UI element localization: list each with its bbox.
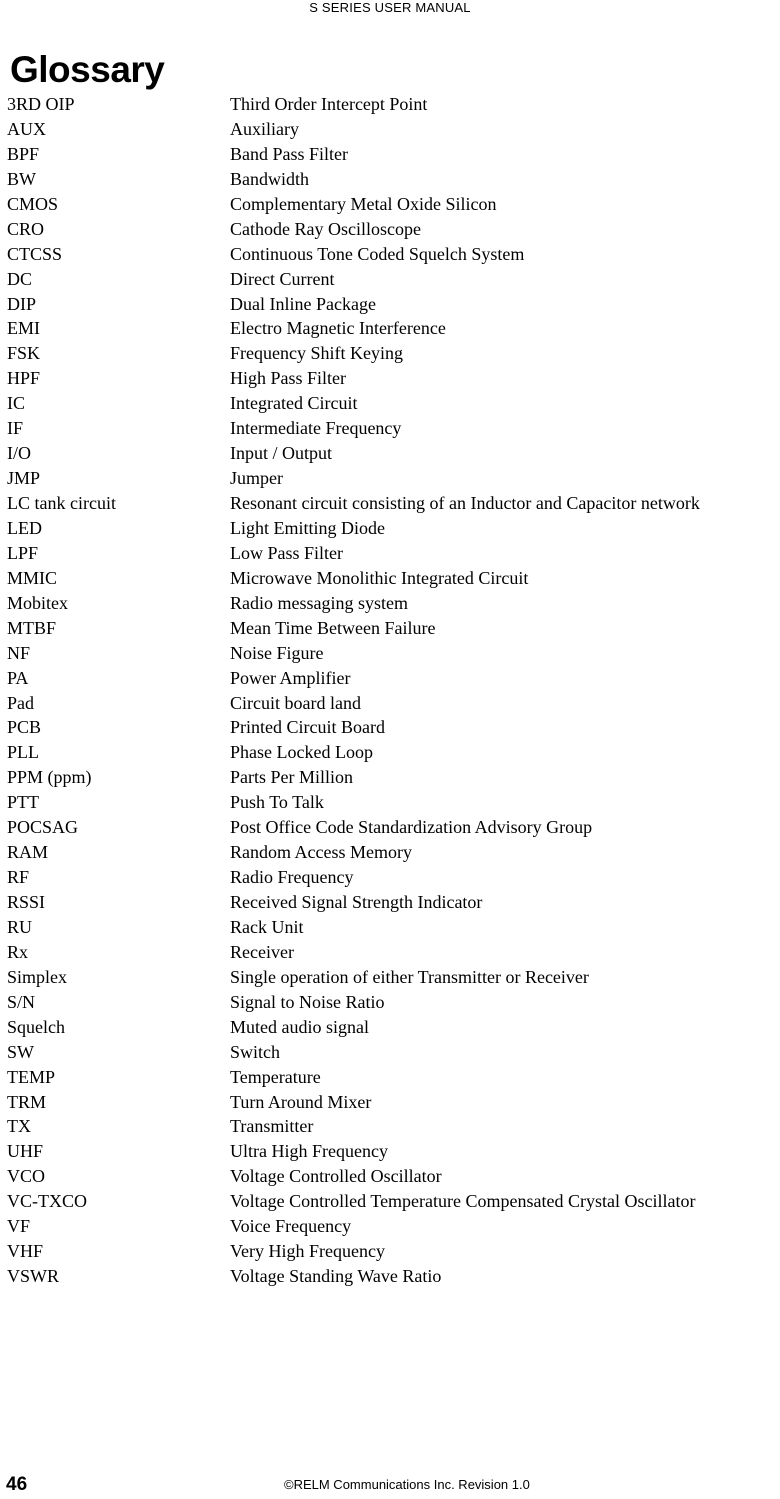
glossary-term: IC — [7, 393, 25, 414]
page-title: Glossary — [10, 49, 165, 90]
glossary-row — [0, 541, 780, 566]
glossary-row — [0, 940, 780, 965]
glossary-row — [0, 616, 780, 641]
glossary-term: VF — [7, 1216, 31, 1237]
glossary-definition: Turn Around Mixer — [230, 1091, 372, 1112]
glossary-list — [0, 92, 780, 1289]
glossary-definition: Frequency Shift Keying — [230, 343, 403, 364]
glossary-definition: Integrated Circuit — [230, 393, 358, 414]
glossary-row — [0, 990, 780, 1015]
glossary-term: IF — [7, 418, 24, 439]
glossary-term: NF — [7, 642, 31, 663]
glossary-definition: Phase Locked Loop — [230, 742, 373, 763]
glossary-definition: Intermediate Frequency — [230, 418, 402, 439]
glossary-definition: High Pass Filter — [230, 368, 347, 389]
glossary-term: 3RD OIP — [7, 94, 75, 114]
glossary-term: VC-TXCO — [7, 1191, 87, 1212]
glossary-row — [0, 142, 780, 167]
glossary-term: PCB — [7, 717, 42, 738]
glossary-row — [0, 815, 780, 840]
glossary-row — [0, 167, 780, 192]
glossary-term: VHF — [7, 1241, 44, 1262]
glossary-definition: Microwave Monolithic Integrated Circuit — [230, 567, 529, 588]
glossary-definition: Low Pass Filter — [230, 542, 344, 563]
glossary-term: S/N — [7, 991, 36, 1012]
glossary-definition: Receiver — [230, 941, 294, 962]
glossary-term: LC tank circuit — [7, 493, 116, 513]
glossary-row — [0, 840, 780, 865]
glossary-row — [0, 641, 780, 666]
glossary-term: FSK — [7, 343, 41, 364]
glossary-definition: Mean Time Between Failure — [230, 617, 436, 638]
glossary-term: Squelch — [7, 1016, 65, 1037]
glossary-term: POCSAG — [7, 817, 79, 838]
glossary-row — [0, 1164, 780, 1189]
glossary-term: CTCSS — [7, 243, 63, 264]
glossary-row — [0, 765, 780, 790]
glossary-term: RU — [7, 916, 33, 937]
glossary-definition: Complementary Metal Oxide Silicon — [230, 193, 497, 214]
glossary-definition: Single operation of either Transmitter or Receiver — [230, 966, 589, 987]
page-header: S SERIES USER MANUAL — [309, 0, 471, 15]
glossary-row — [0, 715, 780, 740]
glossary-row — [0, 341, 780, 366]
glossary-row — [0, 1264, 780, 1289]
glossary-definition: Auxiliary — [230, 118, 299, 139]
glossary-row — [0, 316, 780, 341]
glossary-definition: Signal to Noise Ratio — [230, 991, 385, 1012]
glossary-definition: Voltage Controlled Temperature Compensated Crystal Oscillator — [230, 1191, 696, 1212]
glossary-row — [0, 366, 780, 391]
glossary-term: SW — [7, 1041, 34, 1062]
glossary-term: MMIC — [7, 567, 58, 588]
glossary-term: HPF — [7, 368, 41, 389]
glossary-term: AUX — [7, 118, 46, 139]
glossary-row — [0, 1040, 780, 1065]
glossary-definition: Light Emitting Diode — [230, 517, 385, 538]
glossary-row — [0, 965, 780, 990]
glossary-term: LED — [7, 517, 42, 538]
glossary-definition: Received Signal Strength Indicator — [230, 892, 483, 912]
glossary-row — [0, 491, 780, 516]
page-number: 46 — [6, 1474, 28, 1495]
glossary-definition: Direct Current — [230, 268, 335, 289]
glossary-term: JMP — [7, 468, 41, 489]
glossary-term: Mobitex — [7, 592, 68, 613]
glossary-term: LPF — [7, 542, 39, 563]
glossary-definition: Resonant circuit consisting of an Inductor and Capacitor network — [230, 493, 700, 513]
glossary-term: TX — [7, 1116, 31, 1137]
glossary-term: I/O — [7, 443, 31, 464]
glossary-row — [0, 441, 780, 466]
glossary-definition: Ultra High Frequency — [230, 1141, 388, 1162]
glossary-definition: Radio Frequency — [230, 867, 354, 888]
glossary-term: Pad — [7, 692, 34, 713]
glossary-definition: Circuit board land — [230, 692, 361, 713]
glossary-definition: Radio messaging system — [230, 592, 408, 613]
glossary-definition: Jumper — [230, 468, 283, 489]
glossary-term: PTT — [7, 792, 40, 813]
glossary-row — [0, 1189, 780, 1214]
glossary-definition: Input / Output — [230, 443, 332, 464]
glossary-row — [0, 217, 780, 242]
glossary-term: VCO — [7, 1166, 46, 1187]
glossary-row — [0, 1015, 780, 1040]
glossary-term: RF — [7, 867, 30, 888]
glossary-definition: Rack Unit — [230, 916, 304, 937]
glossary-definition: Noise Figure — [230, 642, 324, 663]
glossary-row — [0, 566, 780, 591]
glossary-definition: Transmitter — [230, 1116, 314, 1137]
glossary-definition: Random Access Memory — [230, 842, 412, 863]
glossary-definition: Electro Magnetic Interference — [230, 318, 446, 339]
glossary-definition: Dual Inline Package — [230, 293, 376, 314]
glossary-definition: Voice Frequency — [230, 1216, 352, 1237]
glossary-term: RAM — [7, 842, 49, 863]
glossary-row — [0, 1090, 780, 1115]
glossary-definition: Power Amplifier — [230, 667, 351, 688]
glossary-term: UHF — [7, 1141, 44, 1162]
glossary-term: TEMP — [7, 1066, 56, 1087]
glossary-row — [0, 1239, 780, 1264]
glossary-term: BW — [7, 168, 36, 189]
glossary-definition: Temperature — [230, 1066, 321, 1087]
glossary-term: VSWR — [7, 1266, 60, 1287]
glossary-term: CRO — [7, 218, 45, 239]
glossary-row — [0, 790, 780, 815]
glossary-term: RSSI — [7, 892, 46, 912]
glossary-definition: Switch — [230, 1041, 281, 1062]
page-footer — [0, 1474, 780, 1496]
glossary-row — [0, 591, 780, 616]
glossary-definition: Voltage Controlled Oscillator — [230, 1166, 442, 1187]
glossary-row — [0, 92, 780, 117]
glossary-row — [0, 1214, 780, 1239]
glossary-definition: Voltage Standing Wave Ratio — [230, 1266, 442, 1287]
glossary-row — [0, 242, 780, 267]
glossary-row — [0, 117, 780, 142]
glossary-row — [0, 865, 780, 890]
glossary-row — [0, 391, 780, 416]
glossary-term: PA — [7, 667, 29, 688]
glossary-term: PPM (ppm) — [7, 767, 92, 788]
glossary-definition: Very High Frequency — [230, 1241, 385, 1262]
glossary-term: BPF — [7, 143, 40, 164]
glossary-definition: Cathode Ray Oscilloscope — [230, 218, 421, 239]
glossary-term: MTBF — [7, 617, 57, 638]
glossary-row — [0, 1065, 780, 1090]
glossary-term: Simplex — [7, 966, 68, 987]
glossary-term: EMI — [7, 318, 40, 339]
glossary-definition: Muted audio signal — [230, 1016, 369, 1037]
glossary-row — [0, 416, 780, 441]
glossary-definition: Continuous Tone Coded Squelch System — [230, 243, 525, 264]
glossary-term: DIP — [7, 293, 37, 314]
glossary-definition: Parts Per Million — [230, 767, 354, 788]
glossary-row — [0, 890, 780, 915]
glossary-definition: Post Office Code Standardization Advisory Group — [230, 817, 593, 838]
glossary-row — [0, 691, 780, 716]
glossary-row — [0, 466, 780, 491]
glossary-row — [0, 292, 780, 317]
glossary-term: CMOS — [7, 193, 59, 214]
glossary-definition: Band Pass Filter — [230, 143, 349, 164]
glossary-row — [0, 1114, 780, 1139]
glossary-row — [0, 192, 780, 217]
glossary-row — [0, 666, 780, 691]
glossary-definition: Third Order Intercept Point — [230, 94, 428, 114]
copyright-notice: ©RELM Communications Inc. Revision 1.0 — [284, 1477, 530, 1492]
glossary-definition: Push To Talk — [230, 792, 324, 813]
glossary-definition: Bandwidth — [230, 168, 309, 189]
glossary-term: TRM — [7, 1091, 47, 1112]
glossary-row — [0, 915, 780, 940]
glossary-definition: Printed Circuit Board — [230, 717, 385, 738]
glossary-row — [0, 267, 780, 292]
glossary-term: DC — [7, 268, 33, 289]
glossary-row — [0, 516, 780, 541]
glossary-row — [0, 740, 780, 765]
glossary-term: PLL — [7, 742, 40, 763]
glossary-row — [0, 1139, 780, 1164]
glossary-term: Rx — [7, 941, 29, 962]
